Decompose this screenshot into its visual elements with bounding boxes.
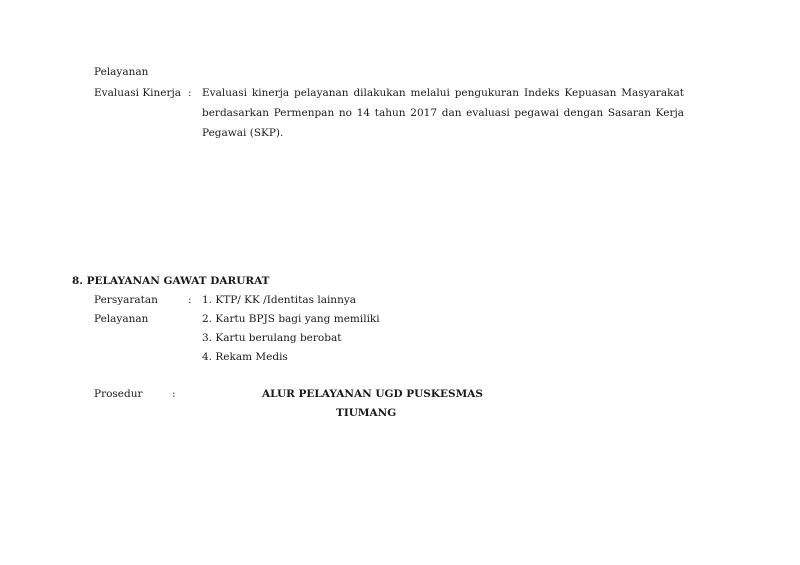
label-persyaratan: Persyaratan (94, 294, 158, 306)
label-evaluasi-kinerja: Evaluasi Kinerja (94, 87, 182, 99)
requirement-item: 1. KTP/ KK /Identitas lainnya (202, 294, 357, 306)
evaluasi-line-3: Pegawai (SKP). (202, 127, 284, 139)
requirement-item: 3. Kartu berulang berobat (202, 332, 342, 344)
label-pelayanan-top: Pelayanan (94, 66, 149, 78)
label-pelayanan-section8: Pelayanan (94, 313, 149, 325)
prosedur-title-line-2: TIUMANG (336, 407, 397, 419)
colon-prosedur: : (172, 388, 176, 400)
requirement-item: 2. Kartu BPJS bagi yang memiliki (202, 313, 380, 325)
colon-evaluasi: : (188, 87, 192, 99)
evaluasi-line-2: berdasarkan Permenpan no 14 tahun 2017 dan evaluasi pegawai dengan Sasaran Kerja (202, 107, 684, 119)
label-prosedur: Prosedur (94, 388, 143, 400)
section-8-heading: 8. PELAYANAN GAWAT DARURAT (72, 275, 270, 287)
evaluasi-line-1: Evaluasi kinerja pelayanan dilakukan melalui pengukuran Indeks Kepuasan Masyarakat (202, 87, 684, 99)
prosedur-title-line-1: ALUR PELAYANAN UGD PUSKESMAS (262, 388, 483, 400)
colon-persyaratan: : (188, 294, 192, 306)
requirement-item: 4. Rekam Medis (202, 351, 288, 363)
